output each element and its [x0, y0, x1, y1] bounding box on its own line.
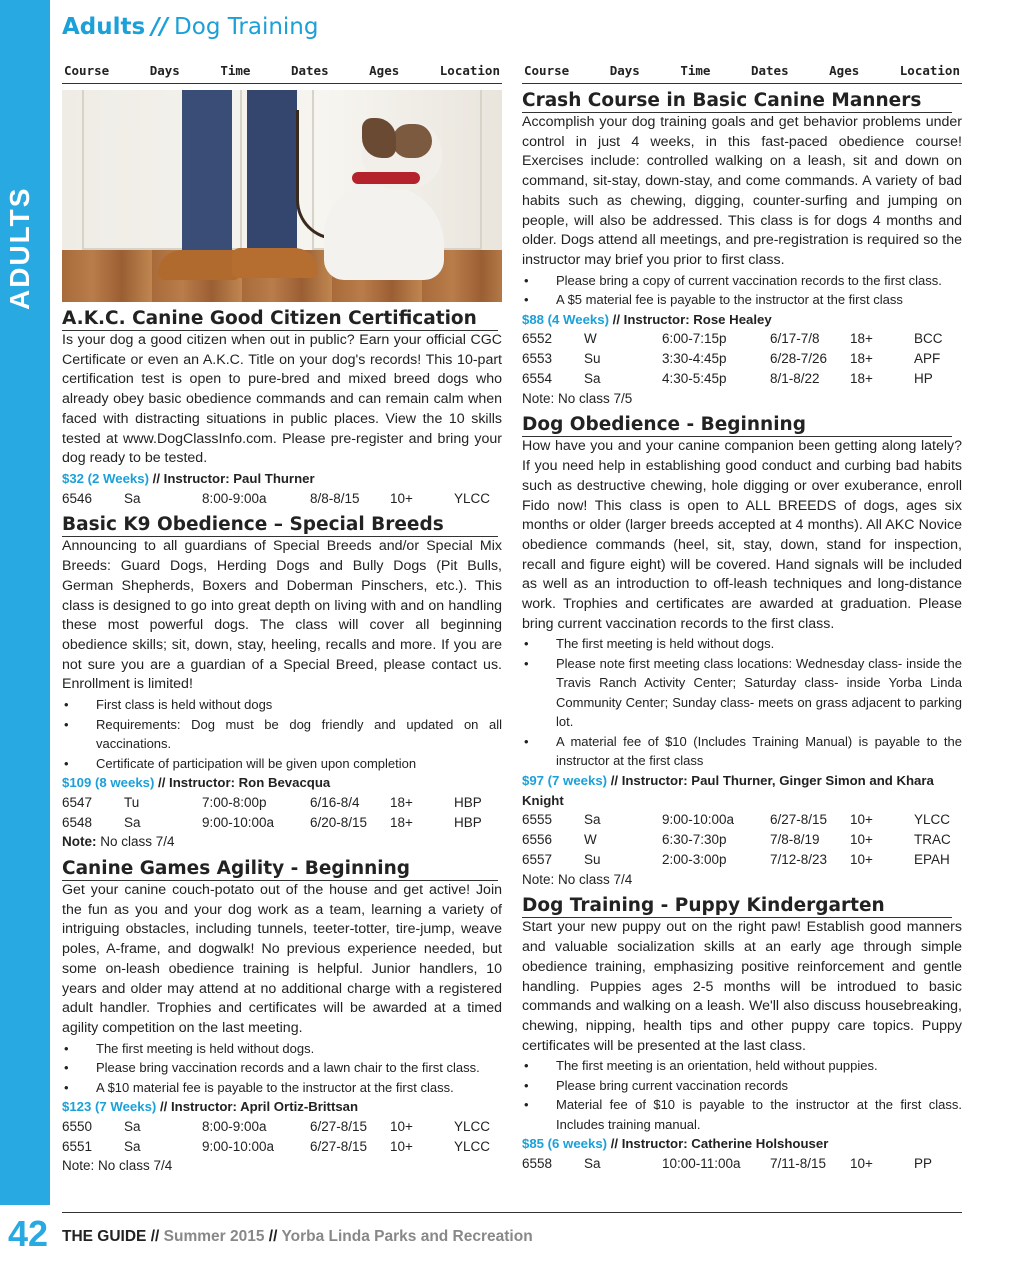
table-cell: 10+ — [850, 851, 873, 867]
table-cell: Sa — [584, 370, 601, 386]
table-cell: 18+ — [850, 370, 873, 386]
table-row — [522, 810, 962, 830]
table-cell: 9:00-10:00a — [202, 1138, 275, 1154]
table-cell: Sa — [124, 814, 141, 830]
table-cell: 18+ — [850, 331, 873, 347]
obedience-title: Dog Obedience - Beginning — [522, 414, 952, 437]
col-ages: Ages — [369, 63, 400, 79]
table-cell: 7/8-8/19 — [770, 832, 820, 848]
footer — [62, 1228, 533, 1246]
table-row — [62, 1117, 502, 1137]
akc-schedule — [62, 489, 502, 509]
agility-note: Note: No class 7/4 — [62, 1158, 173, 1174]
k9-schedule — [62, 793, 502, 833]
k9-note — [62, 832, 502, 852]
table-cell: 6547 — [62, 794, 93, 810]
col-course: Course — [64, 63, 110, 79]
footer-season: Summer 2015 — [163, 1228, 265, 1245]
table-cell: EPAH — [914, 851, 950, 867]
puppy-title: Dog Training - Puppy Kindergarten — [522, 895, 952, 918]
table-row — [62, 1137, 502, 1157]
table-cell: 18+ — [390, 814, 413, 830]
footer-guide: THE GUIDE — [62, 1228, 147, 1245]
right-column — [522, 62, 962, 1174]
page-number: 42 — [7, 1213, 49, 1254]
list-item: • A $5 material fee is payable to the instructor at the first class — [522, 290, 962, 310]
table-cell: 9:00-10:00a — [202, 814, 275, 830]
col-time: Time — [680, 63, 711, 79]
col-dates: Dates — [750, 63, 789, 79]
header-sep: // — [151, 14, 169, 40]
list-item: • Certificate of participation will be given upon completion — [62, 754, 502, 774]
col-course: Course — [524, 63, 570, 79]
table-cell: 6546 — [62, 490, 93, 506]
footer-sep2: // — [268, 1228, 278, 1245]
table-cell: 10+ — [390, 1118, 413, 1134]
table-cell: Sa — [584, 812, 601, 828]
list-item: • A material fee of $10 (Includes Training Manual) is payable to the instructor at the first class — [522, 732, 962, 771]
akc-instructor: // Instructor: Paul Thurner — [149, 470, 315, 486]
puppy-bullets — [522, 1056, 962, 1134]
agility-instructor: // Instructor: April Ortiz-Brittsan — [156, 1099, 359, 1115]
list-item: • A $10 material fee is payable to the instructor at the first class. — [62, 1078, 502, 1098]
table-cell: 6:30-7:30p — [662, 832, 727, 848]
puppy-price: $85 (6 weeks) — [522, 1136, 608, 1152]
table-cell: 10+ — [850, 812, 873, 828]
k9-note-text: No class 7/4 — [96, 834, 175, 850]
crash-bullets — [522, 271, 962, 310]
table-cell: 6/27-8/15 — [310, 1138, 368, 1154]
table-cell: TRAC — [914, 832, 951, 848]
left-column — [62, 62, 502, 1176]
agility-schedule — [62, 1117, 502, 1157]
list-item: • The first meeting is held without dogs. — [62, 1039, 502, 1059]
table-cell: YLCC — [454, 1138, 491, 1154]
list-item: • Please bring a copy of current vaccination records to the first class. — [522, 271, 962, 291]
col-ages: Ages — [829, 63, 860, 79]
table-cell: 6/27-8/15 — [770, 812, 828, 828]
footer-org: Yorba Linda Parks and Recreation — [281, 1228, 533, 1245]
table-cell: YLCC — [454, 490, 491, 506]
header-sub: Dog Training — [174, 14, 319, 40]
puppy-instructor: // Instructor: Catherine Holshouser — [607, 1136, 829, 1152]
page-header — [62, 14, 318, 40]
k9-description: Announcing to all guardians of Special Breeds and/or Special Mix Breeds: Guard Dogs, Herding Dogs and Bully Dogs (Pit Bulls, German Shepherds, Boxers and Doberman Pinschers, etc.). This class is designed to go into great depth on living with and on handling these most powerful dogs. The class will cover all beginning obedience skills; sit, down, stay, heeling, recalls and more. If you are not sure you are a guardian of a Special Breed, please contact us. Enrollment is limited! — [62, 538, 502, 693]
obedience-note: Note: No class 7/4 — [522, 871, 633, 887]
table-row — [522, 850, 962, 870]
table-cell: HBP — [454, 814, 482, 830]
list-item: • The first meeting is an orientation, held without puppies. — [522, 1056, 962, 1076]
table-cell: 2:00-3:00p — [662, 851, 727, 867]
table-cell: 6/28-7/26 — [770, 351, 828, 367]
table-cell: 7:00-8:00p — [202, 794, 267, 810]
crash-note: Note: No class 7/5 — [522, 390, 633, 406]
crash-schedule — [522, 329, 962, 388]
k9-note-label: Note: — [62, 834, 97, 850]
table-cell: 7/11-8/15 — [770, 1156, 827, 1172]
list-item: • First class is held without dogs — [62, 695, 502, 715]
agility-bullets — [62, 1039, 502, 1098]
table-row — [62, 813, 502, 833]
table-cell: 6557 — [522, 851, 553, 867]
list-item: • Please bring vaccination records and a lawn chair to the first class. — [62, 1058, 502, 1078]
table-cell: Sa — [584, 1156, 601, 1172]
column-header — [522, 62, 962, 84]
table-row — [522, 1154, 962, 1174]
col-time: Time — [220, 63, 251, 79]
dog-photo — [62, 90, 502, 302]
table-cell: Su — [584, 851, 601, 867]
puppy-description: Start your new puppy out on the right paw! Establish good manners and valuable socialization skills at an early age through simple obedience training, emphasizing positive reinforcement and gentle handling. Puppies ages 2-5 months will be introdued to basic commands and walking on a leash. We'll also discuss housebreaking, chewing, nipping, health tips and other puppy care topics. Puppy certificates will be presented at the last class. — [522, 919, 962, 1054]
crash-description: Accomplish your dog training goals and get behavior problems under control in just 4 weeks, in this fast-paced obedience course! Exercises include: controlled walking on a leash, sit and down on command, sit-stay, down-stay, and come commands. A variety of bad habits such as chewing, digging, counter-surfing and jumping on people, will also be addressed. This class is for dogs 4 months and older. Dogs attend all meetings, and pre-registration is required so the instructor may brief you prior to first class. — [522, 114, 962, 268]
agility-description: Get your canine couch-potato out of the house and get active! Join the fun as you and your dog work as a team, learning a variety of intriguing obstacles, including tunnels, teeter-totter, tire-jump, weave poles, A-frame, and dogwalk! No previous experience needed, but some on-leash obedience training is helpful. Junior handlers, 10 years and older may attend at no additional charge with a registered adult handler. Trophies and certificates will be awarded at a timed agility competition on the last meeting. — [62, 882, 502, 1036]
col-days: Days — [609, 63, 640, 79]
obedience-instructor: // Instructor: Paul Thurner, Ginger Simon and Khara Knight — [522, 772, 934, 808]
table-cell: 18+ — [850, 351, 873, 367]
col-location: Location — [899, 63, 960, 79]
obedience-description: How have you and your canine companion been getting along lately? If you need help in establishing good conduct and curbing bad habits such as destructive chewing, hole digging or over exuberance, enroll Fido now! This class is open to ALL BREEDS of dogs, ages six months or older (larger breeds accepted at 4 months). All AKC Novice obedience commands (heel, sit, stay, down, stand for inspection, recall and figure eight) will be covered. Hand signals will be included as well as an introduction to off-leash techniques and long-distance work. Trophies and certificates are awarded at graduation. Please bring current vaccination records to the first class. — [522, 438, 962, 632]
table-row — [62, 793, 502, 813]
col-location: Location — [439, 63, 500, 79]
k9-bullets — [62, 695, 502, 773]
table-cell: W — [584, 331, 597, 347]
agility-price: $123 (7 Weeks) — [62, 1099, 157, 1115]
agility-title: Canine Games Agility - Beginning — [62, 858, 498, 881]
table-cell: 6550 — [62, 1118, 93, 1134]
table-cell: APF — [914, 351, 941, 367]
table-cell: W — [584, 832, 597, 848]
agility-price-line — [62, 1097, 502, 1117]
table-cell: 10+ — [850, 832, 873, 848]
table-cell: 8:00-9:00a — [202, 490, 267, 506]
table-row — [522, 329, 962, 349]
table-cell: 7/12-8/23 — [770, 851, 828, 867]
table-cell: 6556 — [522, 832, 553, 848]
akc-price: $32 (2 Weeks) — [62, 470, 149, 486]
k9-instructor: // Instructor: Ron Bevacqua — [154, 775, 331, 791]
header-main: Adults — [62, 14, 146, 40]
table-cell: 3:30-4:45p — [662, 351, 727, 367]
crash-title: Crash Course in Basic Canine Manners — [522, 90, 952, 113]
table-cell: 6551 — [62, 1138, 93, 1154]
table-cell: 6554 — [522, 370, 553, 386]
puppy-schedule — [522, 1154, 962, 1174]
table-cell: Tu — [124, 794, 140, 810]
table-row — [522, 349, 962, 369]
table-cell: 6/27-8/15 — [310, 1118, 368, 1134]
table-cell: 6548 — [62, 814, 93, 830]
footer-sep1: // — [150, 1228, 160, 1245]
sidebar — [0, 0, 50, 1272]
k9-title: Basic K9 Obedience – Special Breeds — [62, 514, 498, 537]
table-cell: 6553 — [522, 351, 553, 367]
obedience-schedule — [522, 810, 962, 869]
table-cell: 4:30-5:45p — [662, 370, 727, 386]
table-row — [62, 489, 502, 509]
table-cell: 10+ — [390, 1138, 413, 1154]
table-cell: Sa — [124, 1118, 141, 1134]
k9-price: $109 (8 weeks) — [62, 775, 155, 791]
table-cell: 6/17-7/8 — [770, 331, 820, 347]
akc-price-line — [62, 469, 502, 489]
column-header — [62, 62, 502, 84]
table-row — [522, 830, 962, 850]
table-cell: HP — [914, 370, 933, 386]
table-cell: 8/1-8/22 — [770, 370, 820, 386]
table-cell: BCC — [914, 331, 943, 347]
list-item: • Please bring current vaccination records — [522, 1076, 962, 1096]
obedience-price: $97 (7 weeks) — [522, 772, 608, 788]
crash-price: $88 (4 Weeks) — [522, 311, 609, 327]
table-cell: PP — [914, 1156, 933, 1172]
table-cell: Sa — [124, 1138, 141, 1154]
footer-rule — [62, 1212, 962, 1213]
table-cell: 6558 — [522, 1156, 553, 1172]
table-cell: Sa — [124, 490, 141, 506]
akc-description: Is your dog a good citizen when out in public? Earn your official CGC Certificate or even an A.K.C. Title on your dog's records! This 10-part certification test is open to pure-bred and mixed breed dogs who already obey basic obedience commands and can remain calm when faced with distracting situations in public places. View the 10 skills tested at www.DogClassInfo.com. Please pre-register and bring your dog ready to be tested. — [62, 332, 502, 467]
crash-instructor: // Instructor: Rose Healey — [609, 311, 772, 327]
table-cell: 18+ — [390, 794, 413, 810]
table-cell: 10:00-11:00a — [662, 1156, 741, 1172]
table-row — [522, 369, 962, 389]
table-cell: Su — [584, 351, 601, 367]
list-item: • The first meeting is held without dogs. — [522, 634, 962, 654]
table-cell: YLCC — [454, 1118, 491, 1134]
table-cell: 6/20-8/15 — [310, 814, 368, 830]
table-cell: 6555 — [522, 812, 553, 828]
list-item: • Material fee of $10 is payable to the instructor at the first class. Includes training manual. — [522, 1095, 962, 1134]
crash-price-line — [522, 310, 962, 330]
col-dates: Dates — [290, 63, 329, 79]
table-cell: 6:00-7:15p — [662, 331, 727, 347]
obedience-price-line — [522, 771, 962, 810]
col-days: Days — [149, 63, 180, 79]
table-cell: 6/16-8/4 — [310, 794, 360, 810]
obedience-bullets — [522, 634, 962, 771]
table-cell: 10+ — [850, 1156, 873, 1172]
section-label: ADULTS — [4, 186, 35, 310]
table-cell: HBP — [454, 794, 482, 810]
akc-title: A.K.C. Canine Good Citizen Certification — [62, 308, 498, 331]
table-cell: 6552 — [522, 331, 553, 347]
table-cell: 8/8-8/15 — [310, 490, 360, 506]
table-cell: 9:00-10:00a — [662, 812, 735, 828]
table-cell: 8:00-9:00a — [202, 1118, 267, 1134]
k9-price-line — [62, 773, 502, 793]
table-cell: 10+ — [390, 490, 413, 506]
table-cell: YLCC — [914, 812, 951, 828]
list-item: • Please note first meeting class locations: Wednesday class- inside the Travis Ranch Activity Center; Saturday class- inside Yorba Linda Community Center; Sunday class- meets on grass adjacent to parking lot. — [522, 654, 962, 732]
list-item: • Requirements: Dog must be dog friendly and updated on all vaccinations. — [62, 715, 502, 754]
puppy-price-line — [522, 1134, 962, 1154]
